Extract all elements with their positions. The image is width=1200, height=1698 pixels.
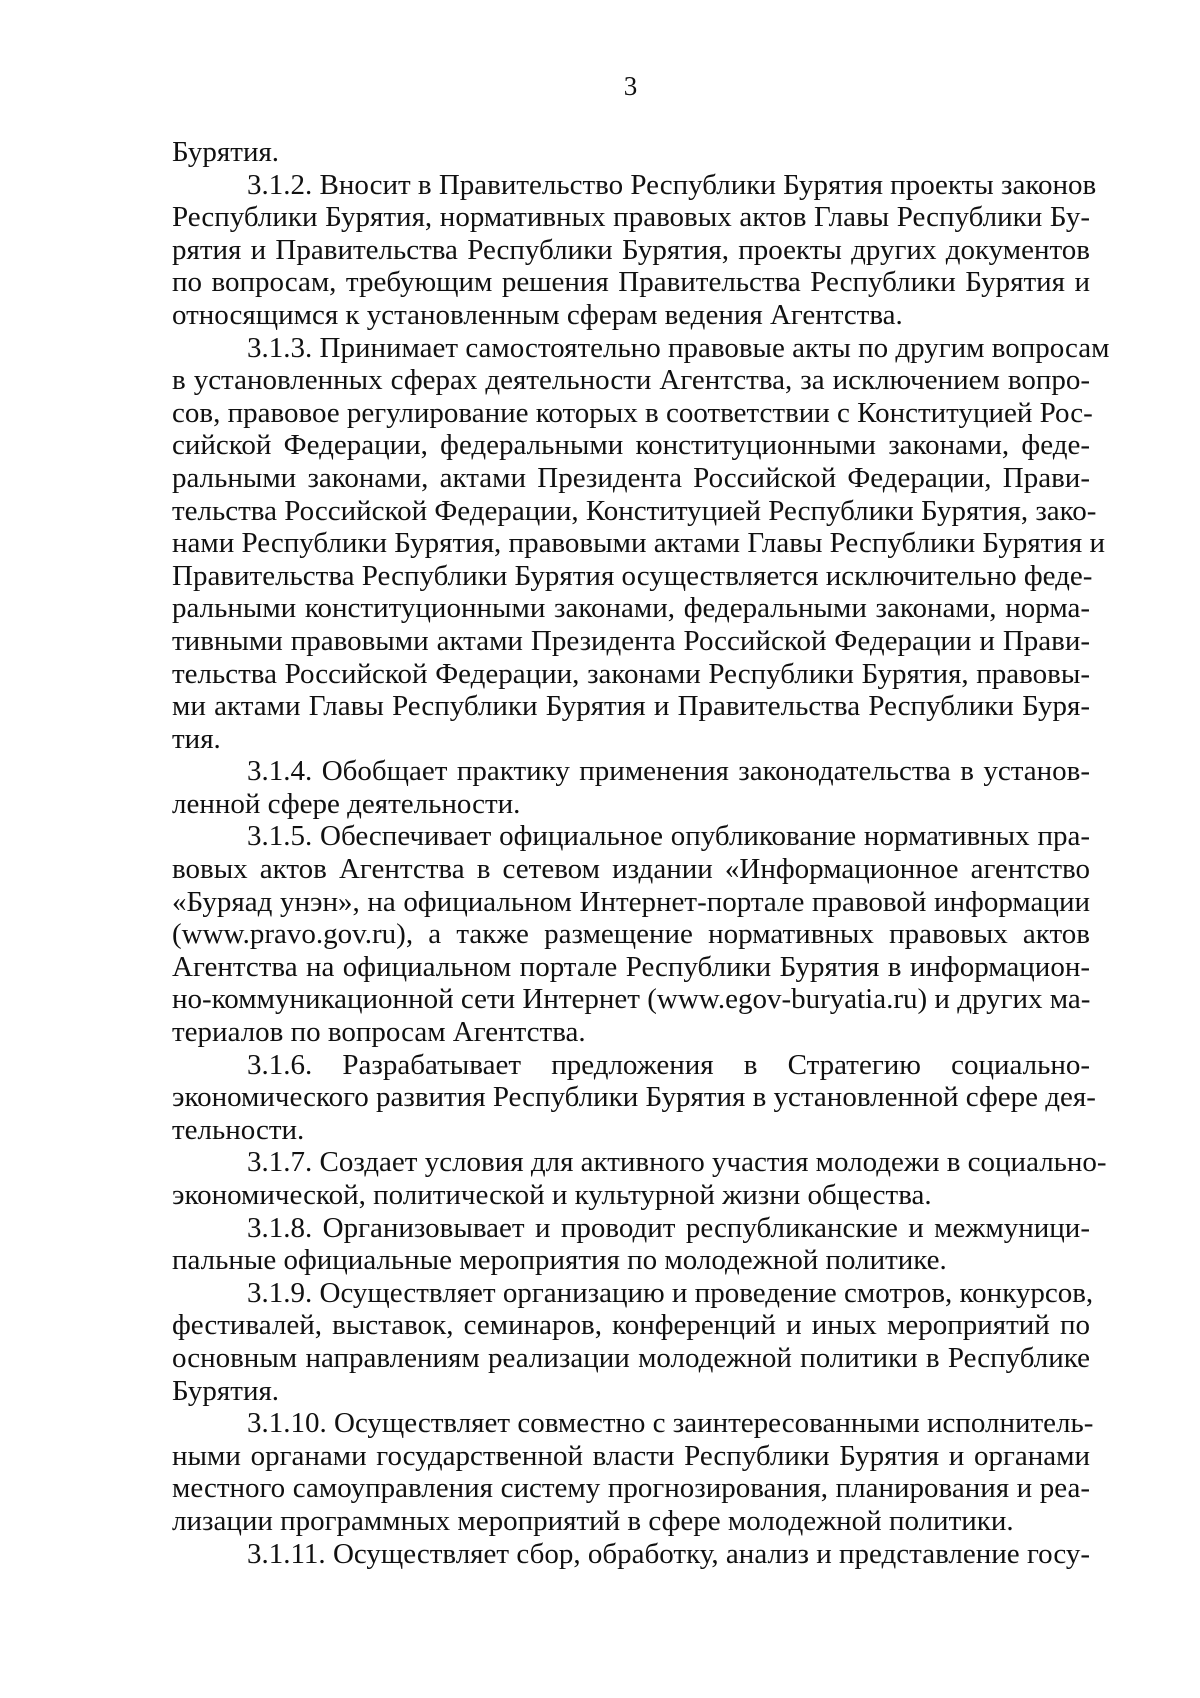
text-line: ми актами Главы Республики Бурятия и Правительства Республики Буря-: [172, 690, 1090, 723]
text-line: тельности.: [172, 1113, 305, 1146]
text-line: 3.1.8. Организовывает и проводит республиканские и межмуници-: [247, 1211, 1090, 1244]
text-line: пальные официальные мероприятия по молодежной политике.: [172, 1244, 947, 1277]
text-line: Бурятия.: [172, 1374, 280, 1407]
text-line: лизации программных мероприятий в сфере молодежной политики.: [172, 1504, 1014, 1537]
text-line: 3.1.4. Обобщает практику применения законодательства в установ-: [247, 755, 1090, 788]
text-line: ными органами государственной власти Республики Бурятия и органами: [172, 1439, 1090, 1472]
text-line: основным направлениям реализации молодежной политики в Республике: [172, 1341, 1090, 1374]
text-line: тельства Российской Федерации, законами Республики Бурятия, правовы-: [172, 657, 1090, 690]
text-line: (www.pravo.gov.ru), а также размещение нормативных правовых актов: [172, 918, 1090, 951]
text-line: териалов по вопросам Агентства.: [172, 1016, 586, 1049]
text-line: 3.1.3. Принимает самостоятельно правовые акты по другим вопросам: [247, 331, 1110, 364]
text-line: 3.1.9. Осуществляет организацию и проведение смотров, конкурсов,: [247, 1276, 1094, 1309]
text-line: но-коммуникационной сети Интернет (www.egov-buryatia.ru) и других ма-: [172, 983, 1091, 1016]
text-line: 3.1.7. Создает условия для активного участия молодежи в социально-: [247, 1146, 1107, 1179]
document-body: [172, 136, 1110, 1570]
text-line: по вопросам, требующим решения Правительства Республики Бурятия и: [172, 266, 1090, 299]
text-line: ленной сфере деятельности.: [172, 787, 521, 820]
text-line: ральными конституционными законами, федеральными законами, норма-: [172, 592, 1090, 625]
text-line: нами Республики Бурятия, правовыми актами Главы Республики Бурятия и: [172, 527, 1105, 560]
text-line: рятия и Правительства Республики Бурятия, проекты других документов: [172, 233, 1090, 266]
text-line: относящимся к установленным сферам ведения Агентства.: [172, 298, 903, 331]
text-line: 3.1.6. Разрабатывает предложения в Стратегию социально-: [247, 1048, 1090, 1081]
text-line: экономической, политической и культурной жизни общества.: [172, 1179, 932, 1211]
text-line: Республики Бурятия, нормативных правовых актов Главы Республики Бу-: [172, 201, 1090, 234]
text-line: тия.: [172, 722, 221, 755]
text-line: ральными законами, актами Президента Российской Федерации, Прави-: [172, 461, 1090, 494]
text-line: тивными правовыми актами Президента Российской Федерации и Прави-: [172, 624, 1090, 657]
text-line: местного самоуправления систему прогнозирования, планирования и реа-: [172, 1472, 1090, 1505]
text-line: вовых актов Агентства в сетевом издании «Информационное агентство: [172, 853, 1090, 886]
page-number: 3: [623, 71, 638, 101]
text-line: 3.1.11. Осуществляет сбор, обработку, анализ и представление госу-: [247, 1537, 1090, 1570]
text-line: в установленных сферах деятельности Агентства, за исключением вопро-: [172, 364, 1090, 397]
text-line: фестивалей, выставок, семинаров, конференций и иных мероприятий по: [172, 1309, 1090, 1342]
text-line: тельства Российской Федерации, Конституцией Республики Бурятия, зако-: [172, 494, 1097, 527]
text-line: Бурятия.: [172, 136, 280, 168]
text-line: Агентства на официальном портале Республики Бурятия в информацион-: [172, 950, 1090, 983]
text-line: сийской Федерации, федеральными конституционными законами, феде-: [172, 429, 1090, 462]
text-line: «Буряад унэн», на официальном Интернет-портале правовой информации: [172, 885, 1090, 918]
text-line: сов, правовое регулирование которых в соответствии с Конституцией Рос-: [172, 396, 1093, 429]
text-line: Правительства Республики Бурятия осуществляется исключительно феде-: [172, 559, 1093, 592]
text-line: 3.1.2. Вносит в Правительство Республики Бурятия проекты законов: [247, 168, 1097, 201]
text-line: 3.1.5. Обеспечивает официальное опубликование нормативных пра-: [247, 820, 1090, 853]
text-line: экономического развития Республики Бурятия в установленной сфере дея-: [172, 1081, 1096, 1114]
text-line: 3.1.10. Осуществляет совместно с заинтересованными исполнитель-: [247, 1407, 1094, 1440]
